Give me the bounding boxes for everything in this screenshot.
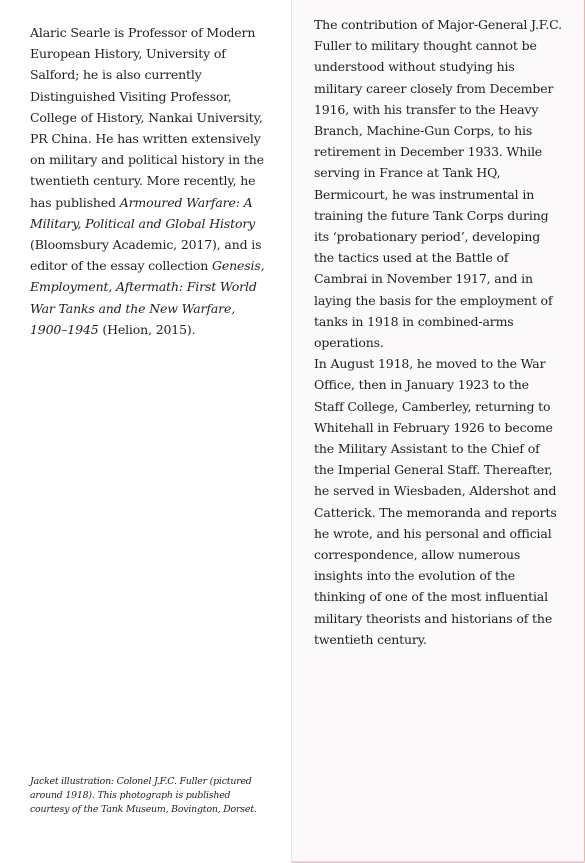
book-blurb — [314, 14, 562, 650]
author-bio-paragraph — [30, 22, 270, 340]
bio-text-2: (Bloomsbury Academic, 2017), and is editor of the essay collection — [30, 237, 262, 274]
left-panel — [0, 0, 291, 863]
blurb-paragraph-1: The contribution of Major-General J.F.C. Fuller to military thought cannot be understood without studying his military career closely from December 1916, with his transfer to the Heavy Branch, Machine-Gun Corps, to his retirement in December 1933. While serving in France at Tank HQ, Bermicourt, he was instrumental in training the future Tank Corps during its ‘probationary period’, developing the tactics used at the Battle of Cambrai in November 1917, and in laying the basis for the employment of tanks in 1918 in combined-arms operations. — [314, 17, 562, 351]
author-bio — [30, 22, 270, 340]
bio-text-3: (Helion, 2015). — [98, 321, 196, 337]
right-panel — [291, 0, 585, 863]
blurb-paragraph-2: In August 1918, he moved to the War Office, then in January 1923 to the Staff College, Camberley, returning to Whitehall in February 1926 to become the Military Assistant to the Chief of the Imperial General Staff. Thereafter, he served in Wiesbaden, Aldershot and Catterick. The memoranda and reports he wrote, and his personal and official correspondence, allow numerous insights into the evolution of the thinking of one of the most influential military theorists and historians of the twentieth century. — [314, 356, 557, 647]
bio-text-1: Alaric Searle is Professor of Modern European History, University of Salford; he is also currently Distinguished Visiting Professor, College of History, Nankai University, PR China. He has written extensively on military and political history in the twentieth century. More recently, he has published — [30, 25, 264, 210]
book-title-armoured-warfare: Armoured Warfare: A Military, Political and Global History — [30, 194, 256, 231]
jacket-illustration-caption: Jacket illustration: Colonel J.F.C. Fuller (pictured around 1918). This photograph is published courtesy of the Tank Museum, Bovington, Dorset. — [30, 776, 257, 815]
book-title-genesis: Genesis, Employment, Aftermath: First World War Tanks and the New Warfare, 1900–1945 — [30, 258, 265, 337]
